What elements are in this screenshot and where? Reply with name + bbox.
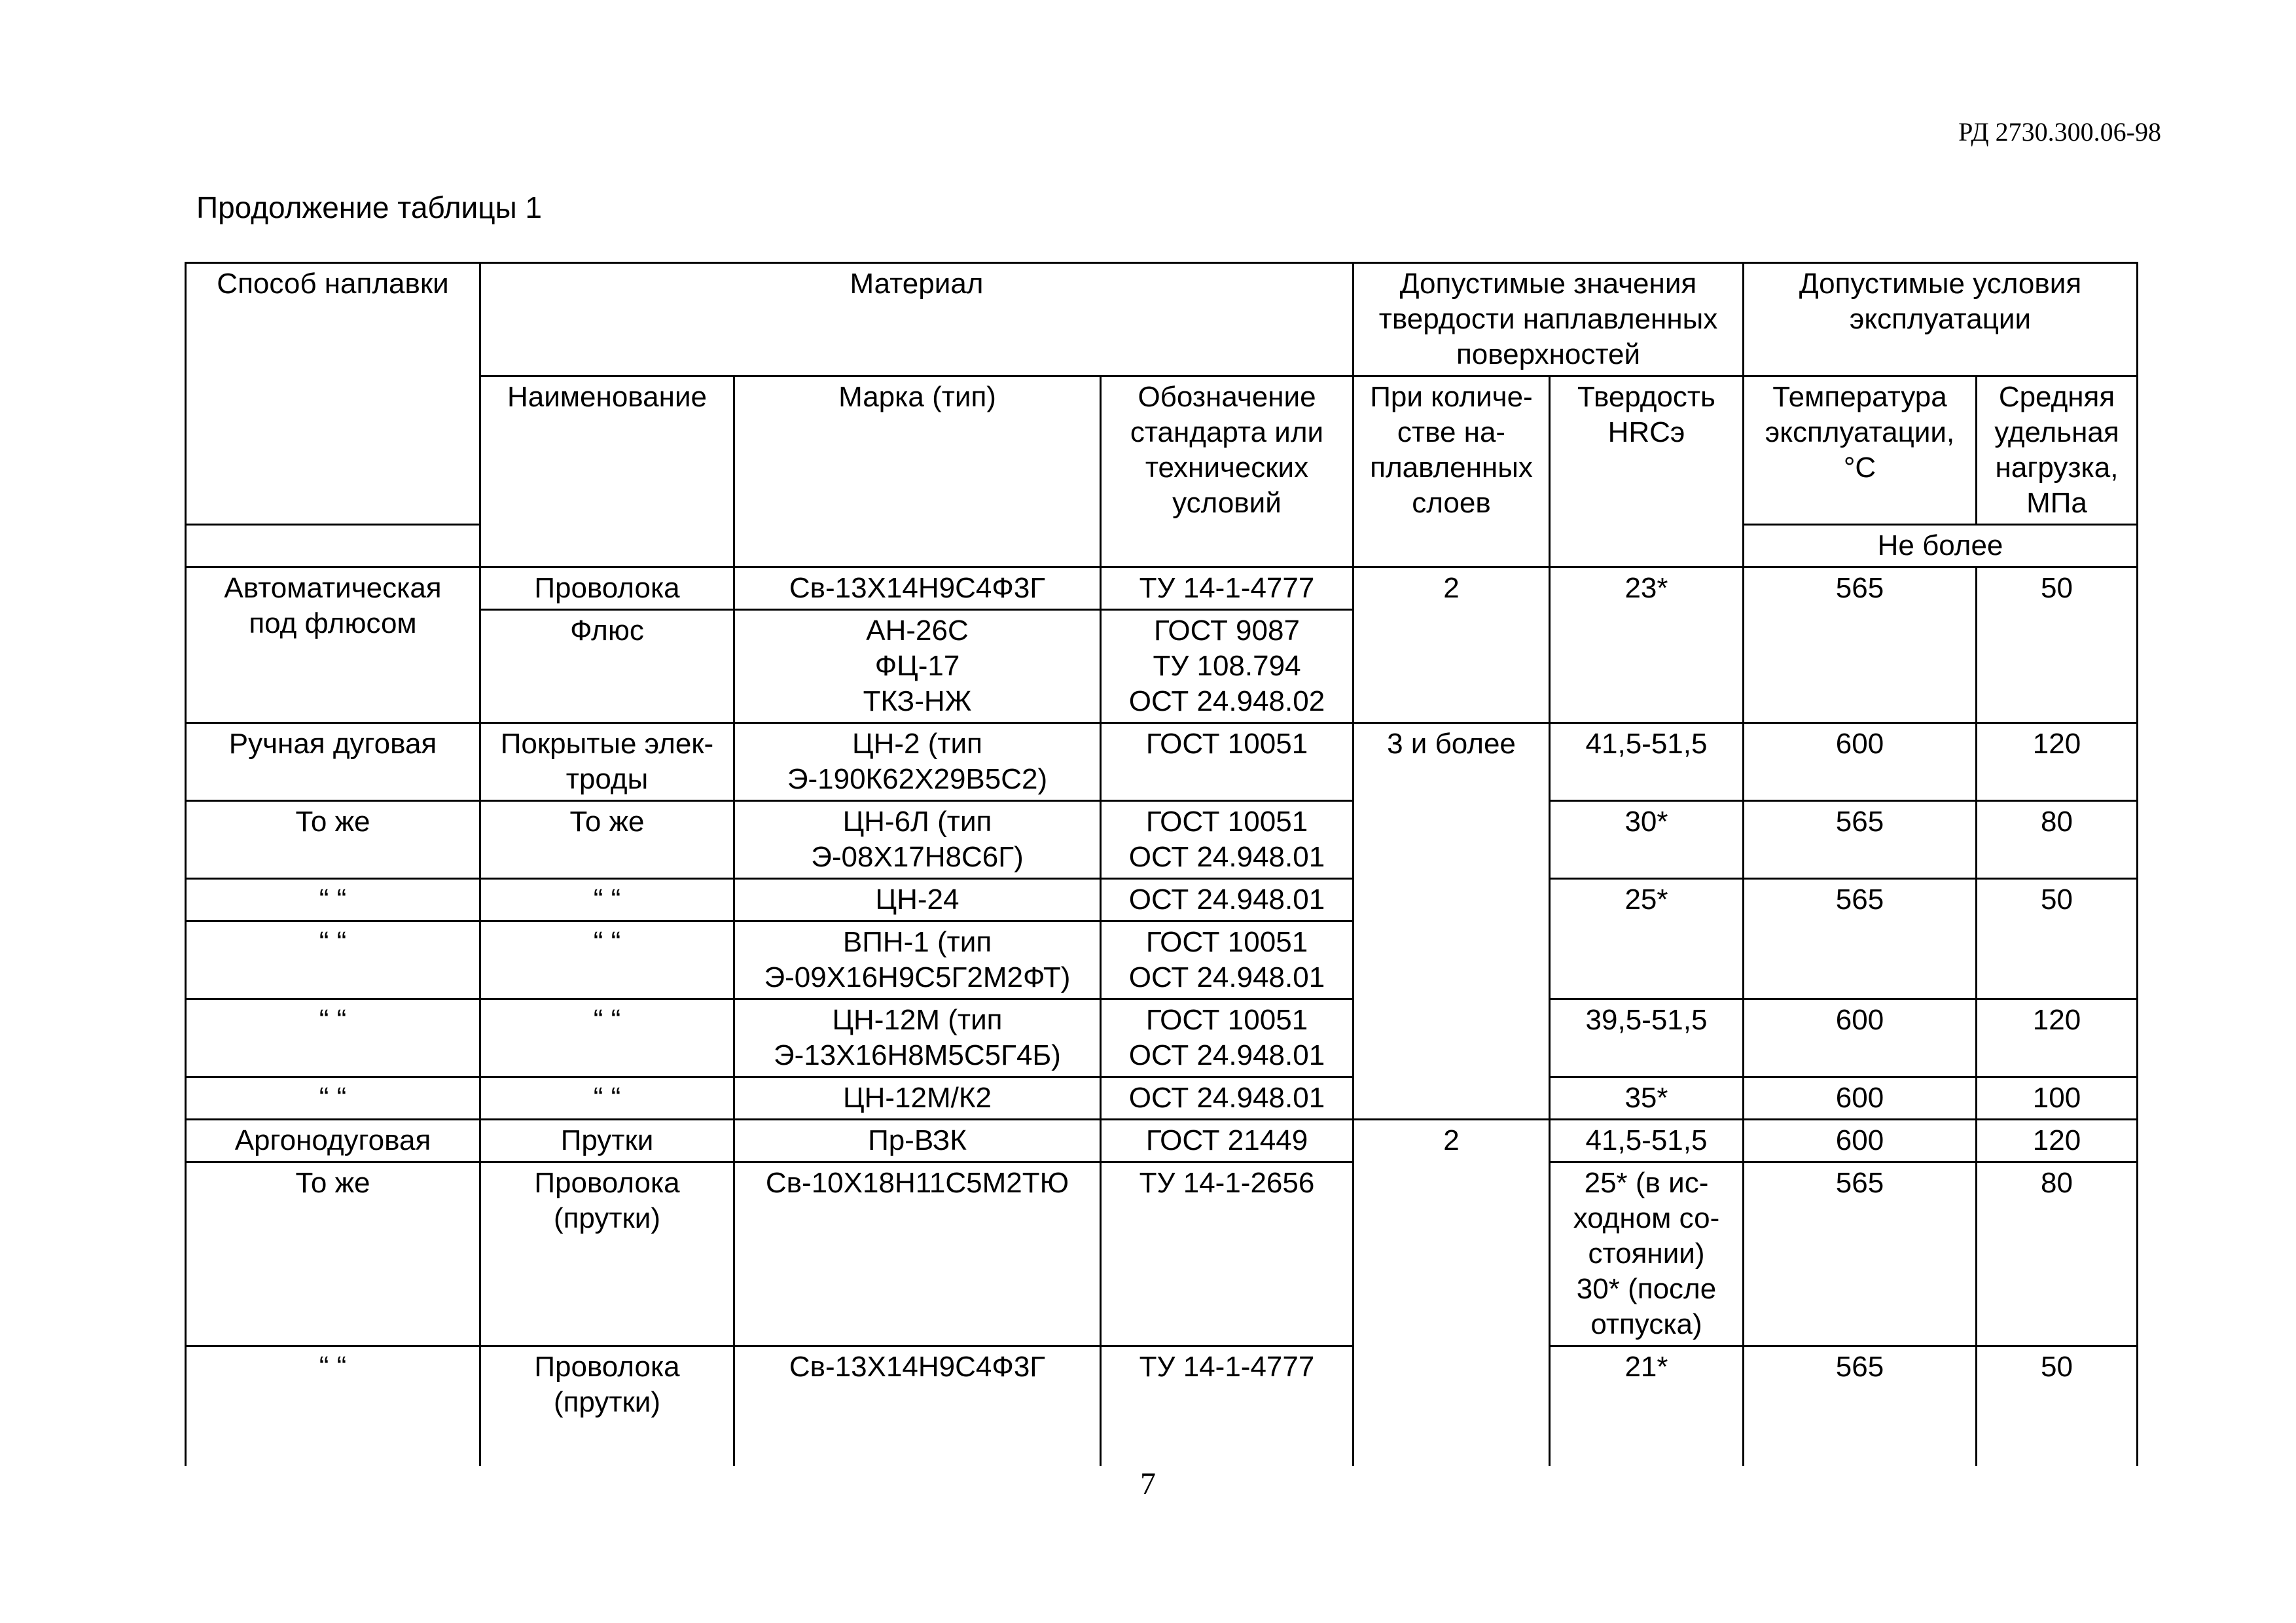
col-temperature-header: Температура эксплуатации, °С bbox=[1744, 376, 1977, 525]
cell-name: Проволока bbox=[480, 567, 734, 610]
cell-name: Прутки bbox=[480, 1120, 734, 1162]
table-row bbox=[186, 879, 2138, 921]
cell-hardness: 35* bbox=[1550, 1077, 1744, 1120]
header-row-1 bbox=[186, 263, 2138, 376]
col-method-header-cont bbox=[186, 525, 480, 567]
cell-standard: ТУ 14-1-4777 bbox=[1101, 567, 1354, 610]
cell-standard: ГОСТ 10051 bbox=[1101, 723, 1354, 801]
cell-hardness: 41,5-51,5 bbox=[1550, 723, 1744, 801]
cell-layers: 2 bbox=[1354, 1120, 1550, 1467]
method-line: Автоматическая bbox=[224, 572, 442, 604]
cell-standard: ТУ 14-1-2656 bbox=[1101, 1162, 1354, 1346]
cell-grade: Пр-ВЗК bbox=[734, 1120, 1101, 1162]
cell-load: 50 bbox=[1977, 567, 2138, 723]
cell-temperature: 565 bbox=[1744, 1346, 1977, 1467]
cell-method: “ “ bbox=[186, 1346, 480, 1467]
table-row bbox=[186, 999, 2138, 1077]
cell-method: “ “ bbox=[186, 921, 480, 999]
cell-method: Ручная дуговая bbox=[186, 723, 480, 801]
cell-load: 120 bbox=[1977, 999, 2138, 1077]
cell-method: “ “ bbox=[186, 999, 480, 1077]
cell-name: Проволока (прутки) bbox=[480, 1162, 734, 1346]
cell-standard: ГОСТ 10051 ОСТ 24.948.01 bbox=[1101, 801, 1354, 879]
cell-grade: ЦН-2 (тип Э-190К62Х29В5С2) bbox=[734, 723, 1101, 801]
table-row bbox=[186, 801, 2138, 879]
cell-method: То же bbox=[186, 801, 480, 879]
col-method-header: Способ наплавки bbox=[186, 263, 480, 525]
cell-name: “ “ bbox=[480, 921, 734, 999]
welding-materials-table bbox=[185, 262, 2138, 1466]
col-load-header: Средняя удельная нагрузка, МПа bbox=[1977, 376, 2138, 525]
cell-temperature: 565 bbox=[1744, 1162, 1977, 1346]
cell-standard: ГОСТ 10051 ОСТ 24.948.01 bbox=[1101, 999, 1354, 1077]
cell-standard: ОСТ 24.948.01 bbox=[1101, 1077, 1354, 1120]
cell-load: 100 bbox=[1977, 1077, 2138, 1120]
method-line: под флюсом bbox=[249, 607, 417, 639]
cell-grade: ЦН-6Л (тип Э-08Х17Н8С6Г) bbox=[734, 801, 1101, 879]
cell-temperature: 600 bbox=[1744, 1077, 1977, 1120]
cell-grade: ЦН-24 bbox=[734, 879, 1101, 921]
cell-name: “ “ bbox=[480, 879, 734, 921]
table-row bbox=[186, 1162, 2138, 1346]
cell-method: То же bbox=[186, 1162, 480, 1346]
cell-method bbox=[186, 567, 480, 723]
cell-hardness: 21* bbox=[1550, 1346, 1744, 1467]
col-standard-header: Обозначение стандарта или технических условий bbox=[1101, 376, 1354, 567]
cell-temperature: 600 bbox=[1744, 723, 1977, 801]
table-row bbox=[186, 1120, 2138, 1162]
table-row bbox=[186, 1346, 2138, 1467]
cell-name: Проволока (прутки) bbox=[480, 1346, 734, 1467]
table-row bbox=[186, 723, 2138, 801]
cell-name: “ “ bbox=[480, 1077, 734, 1120]
cell-temperature: 565 bbox=[1744, 879, 1977, 999]
cell-standard: ГОСТ 10051 ОСТ 24.948.01 bbox=[1101, 921, 1354, 999]
cell-grade: ЦН-12М (тип Э-13Х16Н8М5С5Г4Б) bbox=[734, 999, 1101, 1077]
col-hardness-header: Твердость HRCэ bbox=[1550, 376, 1744, 567]
cell-name: Флюс bbox=[480, 610, 734, 723]
table-row bbox=[186, 1077, 2138, 1120]
cell-layers: 3 и более bbox=[1354, 723, 1550, 1120]
cell-standard: ТУ 14-1-4777 bbox=[1101, 1346, 1354, 1467]
page-number: 7 bbox=[1140, 1467, 1156, 1501]
cell-name: Покрытые элек- троды bbox=[480, 723, 734, 801]
cell-load: 50 bbox=[1977, 879, 2138, 999]
cell-method: Аргонодуговая bbox=[186, 1120, 480, 1162]
cell-hardness: 30* bbox=[1550, 801, 1744, 879]
cell-grade: Св-10Х18Н11С5М2ТЮ bbox=[734, 1162, 1101, 1346]
cell-grade: ЦН-12М/К2 bbox=[734, 1077, 1101, 1120]
cell-hardness: 25* bbox=[1550, 879, 1744, 999]
cell-method: “ “ bbox=[186, 1077, 480, 1120]
col-conditions-group-header: Допустимые условия эксплуатации bbox=[1744, 263, 2138, 376]
col-layers-header: При количе- стве на- плавленных слоев bbox=[1354, 376, 1550, 567]
cell-load: 80 bbox=[1977, 1162, 2138, 1346]
cell-temperature: 565 bbox=[1744, 801, 1977, 879]
cell-load: 120 bbox=[1977, 723, 2138, 801]
cell-load: 50 bbox=[1977, 1346, 2138, 1467]
cell-grade: Св-13Х14Н9С4Ф3Г bbox=[734, 1346, 1101, 1467]
cell-layers: 2 bbox=[1354, 567, 1550, 723]
cell-hardness: 39,5-51,5 bbox=[1550, 999, 1744, 1077]
col-name-header: Наименование bbox=[480, 376, 734, 567]
col-grade-header: Марка (тип) bbox=[734, 376, 1101, 567]
cell-grade: ВПН-1 (тип Э-09Х16Н9С5Г2М2ФТ) bbox=[734, 921, 1101, 999]
cell-grade: АН-26С ФЦ-17 ТКЗ-НЖ bbox=[734, 610, 1101, 723]
cell-load: 80 bbox=[1977, 801, 2138, 879]
cell-method: “ “ bbox=[186, 879, 480, 921]
max-note: Не более bbox=[1744, 525, 2138, 567]
cell-grade: Св-13Х14Н9С4Ф3Г bbox=[734, 567, 1101, 610]
col-hardness-group-header: Допустимые значения твердости наплавленных поверхностей bbox=[1354, 263, 1744, 376]
cell-name: “ “ bbox=[480, 999, 734, 1077]
cell-standard: ГОСТ 9087 ТУ 108.794 ОСТ 24.948.02 bbox=[1101, 610, 1354, 723]
cell-temperature: 600 bbox=[1744, 999, 1977, 1077]
table-row bbox=[186, 567, 2138, 610]
document-code: РД 2730.300.06-98 bbox=[1958, 117, 2161, 147]
cell-hardness: 25* (в ис- ходном со- стоянии) 30* (после отпуска) bbox=[1550, 1162, 1744, 1346]
table-caption: Продолжение таблицы 1 bbox=[196, 190, 543, 224]
cell-temperature: 565 bbox=[1744, 567, 1977, 723]
cell-standard: ГОСТ 21449 bbox=[1101, 1120, 1354, 1162]
cell-hardness: 41,5-51,5 bbox=[1550, 1120, 1744, 1162]
cell-load: 120 bbox=[1977, 1120, 2138, 1162]
cell-standard: ОСТ 24.948.01 bbox=[1101, 879, 1354, 921]
col-material-header: Материал bbox=[480, 263, 1354, 376]
cell-hardness: 23* bbox=[1550, 567, 1744, 723]
cell-temperature: 600 bbox=[1744, 1120, 1977, 1162]
cell-name: То же bbox=[480, 801, 734, 879]
